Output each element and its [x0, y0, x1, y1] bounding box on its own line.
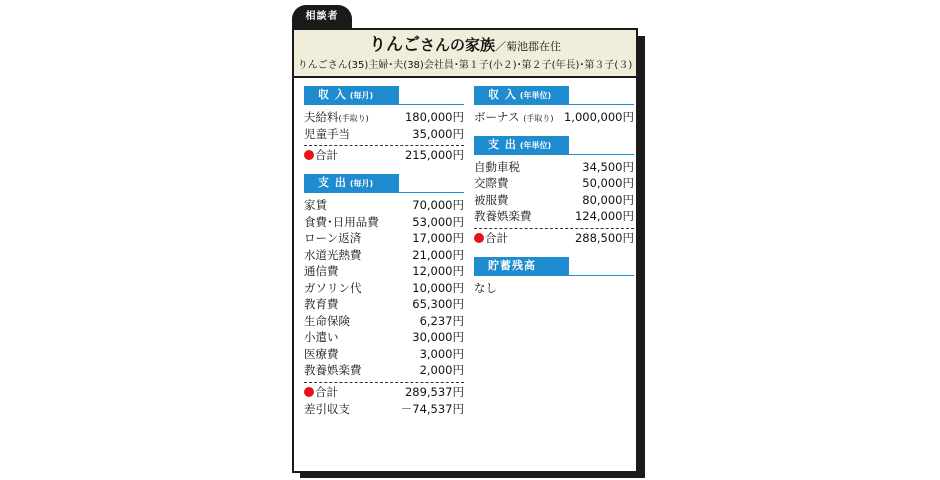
- item-name: 水道光熱費: [304, 247, 362, 262]
- item-name: ボーナス: [474, 110, 520, 124]
- income-monthly-total: [304, 145, 464, 164]
- family-name: りんご: [368, 35, 420, 55]
- income-monthly-list: [304, 109, 464, 164]
- list-item: [304, 230, 464, 247]
- item-value: 34,500円: [582, 159, 634, 174]
- expense-yearly-total: [474, 228, 634, 247]
- item-value: 6,237円: [419, 313, 464, 328]
- expense-yearly-unit: (年単位): [519, 140, 552, 150]
- total-value: 215,000円: [404, 148, 464, 162]
- item-name: 教養娯楽費: [474, 209, 532, 223]
- expense-monthly-heading: [304, 174, 464, 193]
- red-dot-icon: [304, 150, 314, 160]
- list-item: [474, 192, 634, 209]
- income-monthly-title: 収 入: [318, 88, 347, 101]
- income-yearly-heading: [474, 86, 634, 105]
- yearly-column: [474, 82, 634, 296]
- list-item: [304, 214, 464, 231]
- savings-value: なし: [474, 280, 497, 295]
- expense-monthly-unit: (毎月): [349, 179, 374, 188]
- item-name: 児童手当: [304, 126, 350, 141]
- expense-yearly-heading: [474, 136, 634, 155]
- item-value: 10,000円: [412, 280, 464, 295]
- expense-yearly-list: [474, 159, 634, 247]
- item-value: 80,000円: [582, 192, 634, 207]
- item-value: 17,000円: [412, 231, 464, 245]
- item-value: 2,000円: [419, 363, 464, 377]
- total-label: 合計: [315, 148, 338, 162]
- monthly-column: [304, 82, 464, 417]
- item-name: 交際費: [474, 176, 509, 190]
- item-name: 夫給料: [304, 110, 339, 124]
- list-item: [304, 313, 464, 330]
- list-item: [304, 329, 464, 346]
- expense-monthly-total: [304, 382, 464, 401]
- item-name: 教養娯楽費: [304, 363, 362, 377]
- list-item: [304, 247, 464, 264]
- expense-yearly-title: 支 出: [488, 137, 517, 151]
- item-value: 70,000円: [412, 198, 464, 212]
- savings-heading: [474, 257, 634, 276]
- expense-monthly-title: 支 出: [318, 176, 347, 189]
- income-monthly-heading: [304, 86, 464, 105]
- item-name: ローン返済: [304, 231, 362, 245]
- item-name: 食費･日用品費: [304, 214, 379, 229]
- item-note: (手取り): [523, 114, 554, 123]
- income-yearly-unit: (年単位): [519, 91, 552, 100]
- item-name: 生命保険: [304, 313, 350, 328]
- balance-label: 差引収支: [304, 401, 350, 416]
- income-yearly-list: [474, 109, 634, 126]
- expense-monthly-list: [304, 197, 464, 417]
- income-monthly-unit: (毎月): [349, 91, 374, 100]
- total-value: 289,537円: [404, 384, 464, 399]
- savings-title: 貯蓄残高: [474, 257, 569, 275]
- item-note: (手取り): [338, 114, 369, 123]
- family-header: [294, 30, 636, 78]
- item-value: 53,000円: [412, 214, 464, 229]
- list-item: [304, 280, 464, 297]
- family-location: ／菊池郡在住: [495, 40, 561, 53]
- list-item: [304, 126, 464, 143]
- list-item: [474, 109, 634, 126]
- item-name: 自動車税: [474, 159, 520, 174]
- list-item: [304, 263, 464, 280]
- household-budget-card: [292, 28, 638, 473]
- balance-value: －74,537円: [400, 401, 464, 416]
- list-item: [304, 362, 464, 379]
- list-item: [304, 296, 464, 313]
- item-value: 180,000円: [404, 110, 464, 124]
- red-dot-icon: [474, 233, 484, 243]
- item-name: ガソリン代: [304, 280, 362, 295]
- item-value: 21,000円: [412, 247, 464, 262]
- total-label: 合計: [315, 384, 338, 399]
- item-value: 50,000円: [582, 176, 634, 190]
- item-value: 12,000円: [412, 264, 464, 278]
- balance-row: [304, 401, 464, 418]
- item-name: 小遣い: [304, 330, 339, 344]
- list-item: [304, 109, 464, 126]
- list-item: [304, 346, 464, 363]
- item-value: 124,000円: [574, 209, 634, 223]
- list-item: [474, 159, 634, 176]
- income-yearly-title: 収 入: [488, 88, 517, 101]
- item-name: 医療費: [304, 346, 339, 361]
- item-name: 被服費: [474, 192, 509, 207]
- item-value: 65,300円: [412, 297, 464, 311]
- family-name-suffix: さんの家族: [419, 36, 495, 54]
- item-value: 30,000円: [412, 330, 464, 344]
- list-item: [474, 208, 634, 225]
- family-members: りんごさん(35)主婦･夫(38)会社員･第１子(小２)･第２子(年長)･第３子(３): [297, 60, 633, 71]
- list-item: [304, 197, 464, 214]
- list-item: [474, 175, 634, 192]
- family-title: [294, 36, 636, 56]
- consultant-tag: 相談者: [292, 5, 352, 32]
- total-value: 288,500円: [574, 230, 634, 245]
- item-name: 通信費: [304, 264, 339, 278]
- item-value: 1,000,000円: [563, 110, 634, 124]
- total-label: 合計: [485, 230, 508, 245]
- item-name: 家賃: [304, 198, 327, 212]
- red-dot-icon: [304, 387, 314, 397]
- item-value: 35,000円: [412, 126, 464, 141]
- item-value: 3,000円: [419, 346, 464, 361]
- item-name: 教育費: [304, 297, 339, 311]
